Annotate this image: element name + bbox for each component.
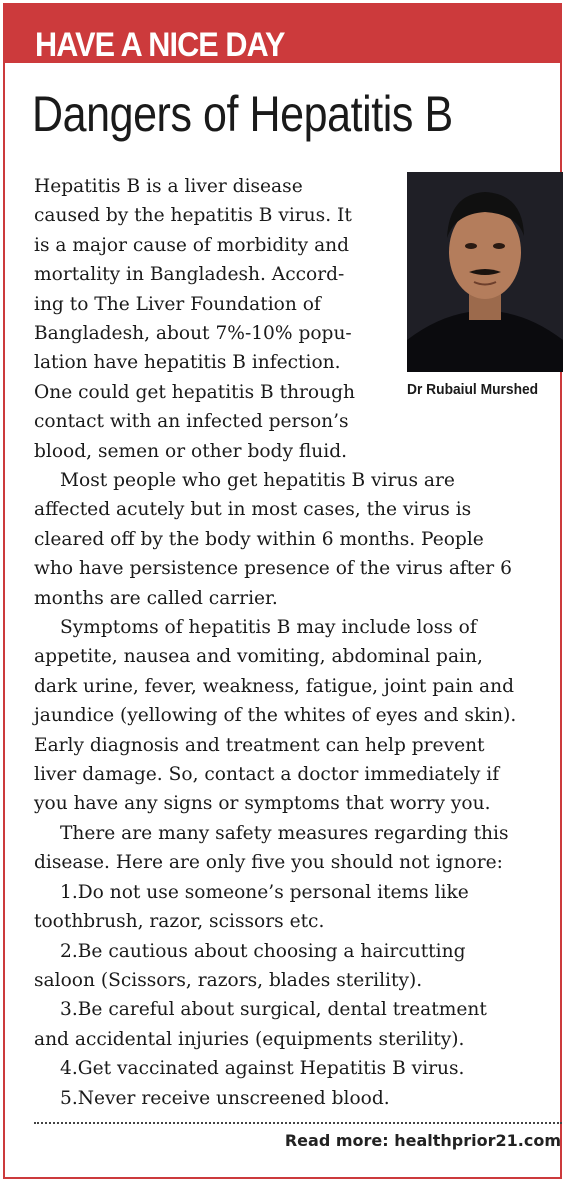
text-line: liver damage. So, contact a doctor immediately if <box>34 764 500 786</box>
text-line: dark urine, fever, weakness, fatigue, joint pain and <box>34 675 515 697</box>
text-line: mortality in Bangladesh. Accord- <box>34 264 345 286</box>
list-item: 4.Get vaccinated against Hepatitis B virus. <box>60 1058 465 1080</box>
banner-label: HAVE A NICE DAY <box>35 26 285 64</box>
text-line: lation have hepatitis B infection. <box>34 352 341 374</box>
article-headline: Dangers of Hepatitis B <box>32 86 453 142</box>
text-line: and accidental injuries (equipments sterility). <box>34 1028 465 1050</box>
list-item: 5.Never receive unscreened blood. <box>60 1087 390 1109</box>
text-line: Early diagnosis and treatment can help prevent <box>34 734 485 756</box>
text-line: contact with an infected person’s <box>34 411 349 433</box>
dotted-divider <box>34 1122 562 1124</box>
text-line: There are many safety measures regarding this <box>60 822 509 844</box>
text-line: is a major cause of morbidity and <box>34 234 350 256</box>
text-line: who have persistence presence of the virus after 6 <box>34 558 512 580</box>
text-line: Bangladesh, about 7%-10% popu- <box>34 323 352 345</box>
text-line: Hepatitis B is a liver disease <box>34 176 303 197</box>
text-line: caused by the hepatitis B virus. It <box>34 205 352 227</box>
read-more-link[interactable]: Read more: healthprior21.com <box>284 1131 561 1150</box>
section-banner <box>3 3 562 63</box>
text-line: cleared off by the body within 6 months. People <box>34 528 484 550</box>
text-line: months are called carrier. <box>34 587 278 609</box>
text-line: ing to The Liver Foundation of <box>34 293 321 315</box>
intro-paragraph <box>34 172 564 466</box>
text-line: saloon (Scissors, razors, blades sterility). <box>34 969 423 991</box>
list-item: 3.Be careful about surgical, dental treatment <box>60 999 487 1021</box>
author-caption: Dr Rubaiul Murshed <box>407 381 539 398</box>
text-line: blood, semen or other body fluid. <box>34 440 348 462</box>
list-item: 2.Be cautious about choosing a haircutting <box>60 940 466 962</box>
article-body <box>34 466 564 1113</box>
text-line: affected acutely but in most cases, the virus is <box>34 499 472 521</box>
text-line: you have any signs or symptoms that worry you. <box>34 793 491 815</box>
text-line: Most people who get hepatitis B virus are <box>60 470 455 491</box>
list-item: 1.Do not use someone’s personal items like <box>60 881 469 903</box>
text-line: disease. Here are only five you should not ignore: <box>34 852 503 874</box>
text-line: toothbrush, razor, scissors etc. <box>34 911 325 933</box>
text-line: One could get hepatitis B through <box>34 381 355 403</box>
text-line: appetite, nausea and vomiting, abdominal pain, <box>34 646 483 668</box>
text-line: jaundice (yellowing of the whites of eyes and skin). <box>34 705 517 727</box>
text-line: Symptoms of hepatitis B may include loss of <box>60 617 477 639</box>
